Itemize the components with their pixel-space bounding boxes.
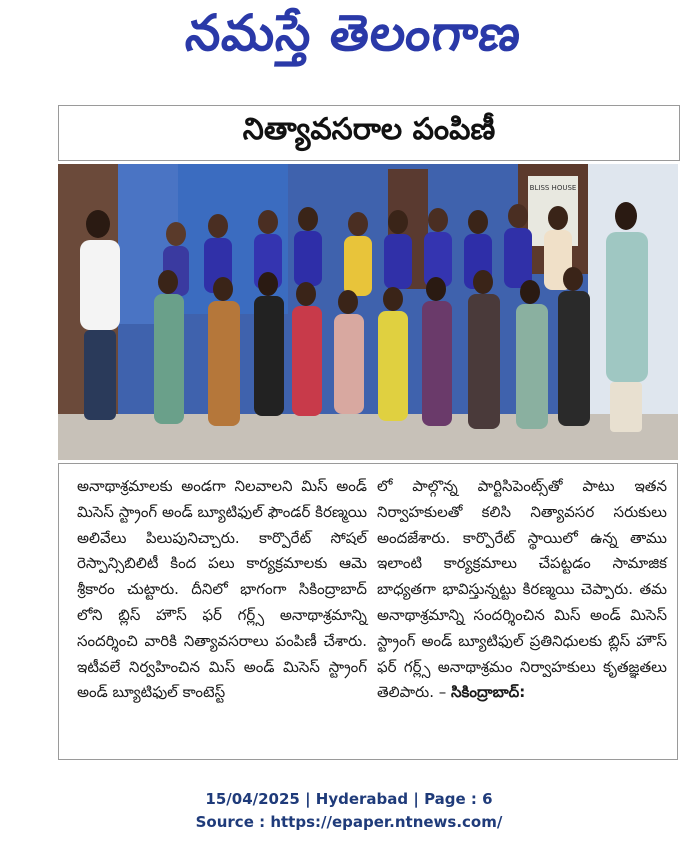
article-text-right-paragraph bbox=[377, 474, 667, 706]
right-woman bbox=[606, 202, 648, 432]
article-text-right: లో పాల్గొన్న పార్టిసిపెంట్స్‌తో పాటు ఇతన నిర్వాహకులతో కలిసి నిత్యావసర సరుకులు అందజేశారు. కార్పొరేట్ స్థాయిలో ఉన్న తాము ఇలాంటి కార్యక్రమాలు చేపట్టడం సామాజిక బాధ్యతగా భావిస్తున్నట్టు కిరణ్మయి చెప్పారు. తమ అనాథాశ్రమాన్ని సందర్శించిన మిస్ అండ్ మిసెస్ స్ట్రాంగ్ అండ్ బ్యూటిఫుల్ ప్రతినిధులకు బ్లిస్ హౌస్ ఫర్ గర్ల్స్ అనాథాశ్రమం నిర్వాహకులు కృతజ్ఞతలు తెలిపారు. – bbox=[377, 477, 667, 702]
article-column-right bbox=[377, 474, 667, 706]
footer-source-link[interactable]: Source : https://epaper.ntnews.com/ bbox=[195, 813, 503, 831]
article-column-left bbox=[77, 474, 367, 706]
article-text-left: అనాథాశ్రమాలకు అండగా నిలవాలని మిస్ అండ్ మిసెస్ స్ట్రాంగ్ అండ్ బ్యూటిఫుల్ ఫౌండర్ కిరణ్మయి అలివేలు పిలుపునిచ్చారు. కార్పొరేట్ సోషల్ రెస్పాన్సిబిలిటీ కింద పలు కార్యక్రమాలకు ఆమె శ్రీకారం చుట్టారు. దీనిలో భాగంగా సికింద్రాబాద్ లోని బ్లిస్ హౌస్ ఫర్ గర్ల్స్ అనాథాశ్రమాన్ని సందర్శించి వారికి నిత్యావసరాలు పంపిణీ చేశారు. ఇటీవలే నిర్వహించిన మిస్ అండ్ మిసెస్ స్ట్రాంగ్ అండ్ బ్యూటిఫుల్ కాంటెస్ట్ bbox=[77, 477, 367, 702]
photo-sign: BLISS HOUSE bbox=[529, 184, 577, 192]
article-body bbox=[58, 463, 678, 760]
headline-box bbox=[58, 105, 680, 161]
newspaper-logo: నమస్తే తెలంగాణ bbox=[182, 4, 525, 62]
article-headline: నిత్యావసరాల పంపిణీ bbox=[242, 112, 496, 147]
masthead bbox=[0, 0, 698, 80]
left-woman bbox=[80, 210, 120, 420]
article-dateline: సికింద్రాబాద్: bbox=[451, 683, 526, 702]
article-photo bbox=[58, 164, 678, 460]
footer-date-line: 15/04/2025 | Hyderabad | Page : 6 bbox=[205, 790, 493, 808]
